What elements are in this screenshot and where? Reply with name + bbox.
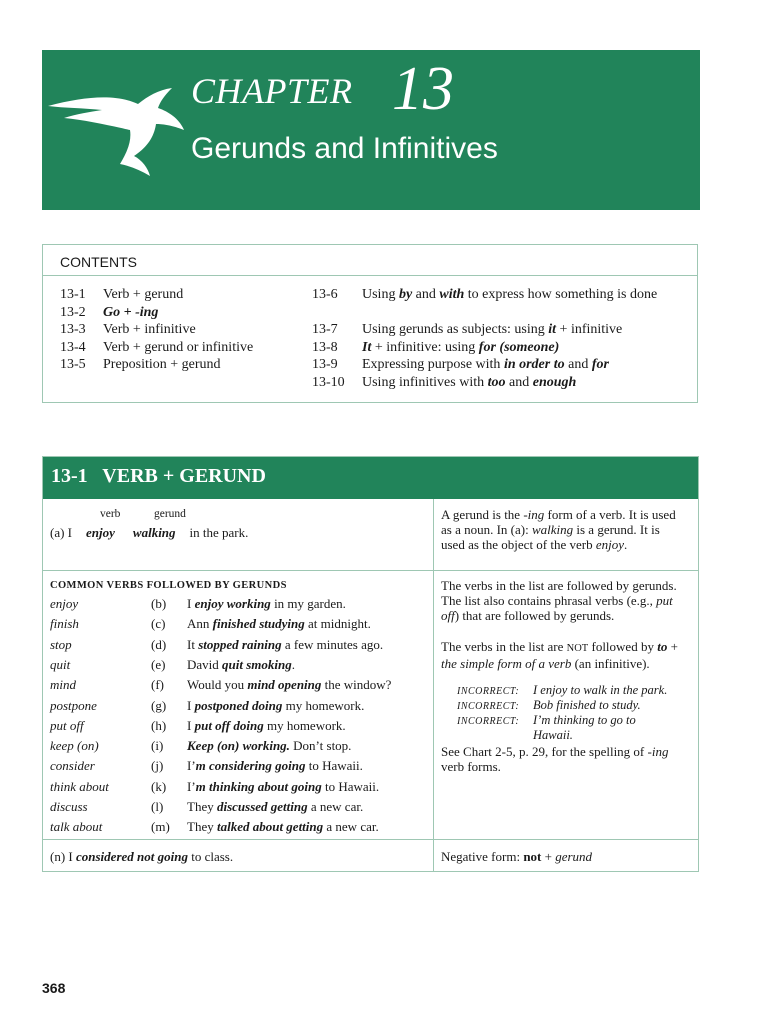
example-row: enjoy (b) I enjoy working in my garden. <box>50 596 346 611</box>
chapter-number: 13 <box>392 55 454 123</box>
contents-box <box>42 244 698 403</box>
toc-title: Expressing purpose with in order to and for <box>362 357 609 372</box>
contents-heading: CONTENTS <box>43 245 697 276</box>
toc-title: Go + -ing <box>103 304 159 320</box>
incorrect-example: INCORRECT: Bob finished to study. <box>457 698 641 712</box>
example-a: (a) I enjoy walking in the park. <box>50 525 249 540</box>
example-row: quit (e) David quit smoking. <box>50 656 295 672</box>
list-note: The verbs in the list are followed by gerunds. The list also contains phrasal verbs (e.g., put off) that are followed by gerunds. <box>441 578 677 623</box>
incorrect-example: INCORRECT: I’m thinking to go to <box>457 713 636 727</box>
row-divider <box>43 570 698 571</box>
section-title: 13-1 VERB + GERUND <box>51 465 266 487</box>
page-number: 368 <box>42 980 66 996</box>
column-divider <box>433 499 434 871</box>
bird-icon <box>46 86 186 178</box>
toc-title: Using infinitives with too and enough <box>362 374 577 390</box>
row-divider <box>43 839 698 840</box>
gerund-label: gerund <box>154 508 186 520</box>
example-row: stop (d) It stopped raining a few minutes ago. <box>50 636 384 652</box>
toc-title: Verb + gerund or infinitive <box>103 339 254 355</box>
example-row: consider (j) I’m considering going to Hawaii. <box>50 758 363 774</box>
section-header <box>43 457 698 499</box>
toc-title: Verb + infinitive <box>103 322 196 337</box>
spelling-note: See Chart 2-5, p. 29, for the spelling of -ing verb forms. <box>441 744 669 774</box>
chapter-label: CHAPTER <box>191 71 353 111</box>
list-heading: COMMON VERBS FOLLOWED BY GERUNDS <box>50 580 287 591</box>
example-n: (n) I considered not going to class. <box>50 849 234 864</box>
example-row: finish (c) Ann finished studying at midnight. <box>50 616 371 632</box>
toc-title: Using gerunds as subjects: using it + infinitive <box>362 322 623 337</box>
chart-13-1 <box>42 456 699 872</box>
chapter-banner <box>42 50 700 210</box>
toc-number: 13-9 <box>312 357 338 372</box>
gerund-definition: A gerund is the -ing form of a verb. It is used as a noun. In (a): walking is a gerund. It is used as the object of the verb enjoy. <box>441 507 676 552</box>
not-followed-note: The verbs in the list are NOT followed by to + the simple form of a verb (an infinitive). <box>441 639 678 671</box>
toc-number: 13-7 <box>312 322 338 337</box>
toc-title: Preposition + gerund <box>103 357 221 372</box>
toc-number: 13-4 <box>60 339 86 355</box>
toc-title: Verb + gerund <box>103 287 184 302</box>
toc-number: 13-6 <box>312 287 338 302</box>
chapter-title: Gerunds and Infinitives <box>191 132 498 165</box>
example-row: postpone (g) I postponed doing my homework. <box>50 697 365 713</box>
example-row: mind (f) Would you mind opening the window? <box>50 677 392 693</box>
toc-title: It + infinitive: using for (someone) <box>362 339 560 355</box>
incorrect-example: INCORRECT: I enjoy to walk in the park. <box>457 683 668 697</box>
toc-title: Using by and with to express how something is done <box>362 287 658 302</box>
example-row: keep (on) (i) Keep (on) working. Don’t stop. <box>50 738 352 754</box>
toc-number: 13-1 <box>60 287 86 302</box>
toc-number: 13-8 <box>312 339 338 355</box>
toc-number: 13-10 <box>312 374 345 390</box>
toc-number: 13-2 <box>60 304 86 320</box>
toc-number: 13-5 <box>60 357 86 372</box>
example-row: discuss (l) They discussed getting a new car. <box>50 799 364 814</box>
incorrect-example: Hawaii. <box>533 728 573 742</box>
negative-form-note: Negative form: not + gerund <box>441 849 593 864</box>
example-row: talk about (m) They talked about getting a new car. <box>50 819 379 835</box>
example-row: put off (h) I put off doing my homework. <box>50 717 346 733</box>
toc-number: 13-3 <box>60 322 86 337</box>
verb-label: verb <box>100 508 121 520</box>
example-row: think about (k) I’m thinking about going to Hawaii. <box>50 778 380 794</box>
